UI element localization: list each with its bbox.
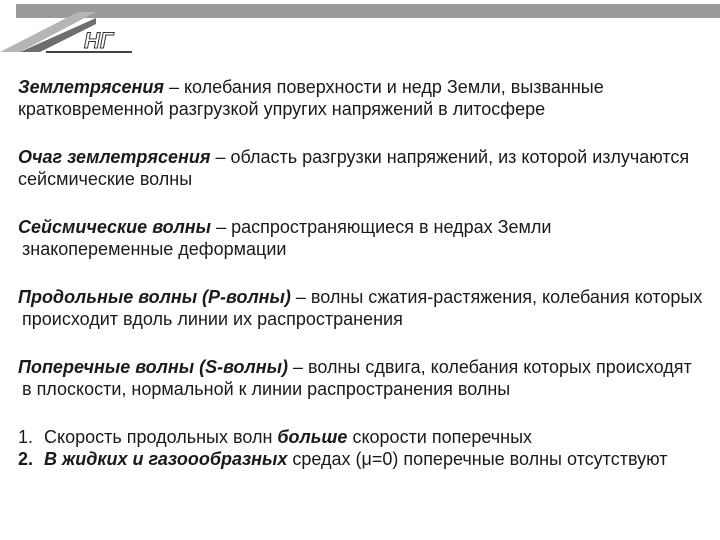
definition-continuation: сейсмические волны — [18, 169, 193, 189]
definition-text: – колебания поверхности и недр Земли, вызванные — [163, 77, 604, 97]
definition-s-waves — [18, 356, 720, 400]
term: Поперечные волны (S-волны) — [18, 357, 288, 377]
term: Землетрясения — [18, 77, 164, 97]
list-text: скорости поперечных — [347, 427, 533, 447]
term: Сейсмические волны — [18, 217, 212, 237]
logo-text: НГ — [84, 28, 114, 53]
definition-text: – волны сжатия-растяжения, колебания которых — [290, 287, 703, 307]
definition-continuation: знакопеременные деформации — [22, 239, 287, 259]
definition-focus — [18, 146, 720, 190]
logo — [0, 0, 140, 60]
term: Продольные волны (Р-волны) — [18, 287, 291, 307]
list-number: 2. — [18, 449, 34, 469]
list-item — [18, 426, 720, 448]
definition-p-waves — [18, 286, 720, 330]
definition-continuation: кратковременной разгрузкой упругих напряжений в литосфере — [18, 99, 546, 119]
definition-earthquake — [18, 76, 720, 120]
list-number: 1. — [18, 427, 34, 447]
list-emphasis: В жидких и газоообразных — [44, 449, 288, 469]
list-emphasis: больше — [277, 427, 348, 447]
list-text: средах (μ=0) поперечные волны отсутствуют — [287, 449, 668, 469]
definition-seismic-waves — [18, 216, 720, 260]
definition-text: – волны сдвига, колебания которых происходят — [287, 357, 692, 377]
definition-continuation: происходит вдоль линии их распространения — [22, 309, 403, 329]
list-item — [18, 448, 720, 470]
numbered-list — [18, 426, 720, 470]
logo-graphic — [0, 0, 140, 60]
definition-continuation: в плоскости, нормальной к линии распространения волны — [22, 379, 511, 399]
slide-body — [18, 76, 720, 470]
definition-text: – область разгрузки напряжений, из которой излучаются — [210, 147, 690, 167]
term: Очаг землетрясения — [18, 147, 211, 167]
list-text: Скорость продольных волн — [44, 427, 278, 447]
definition-text: – распространяющиеся в недрах Земли — [211, 217, 552, 237]
